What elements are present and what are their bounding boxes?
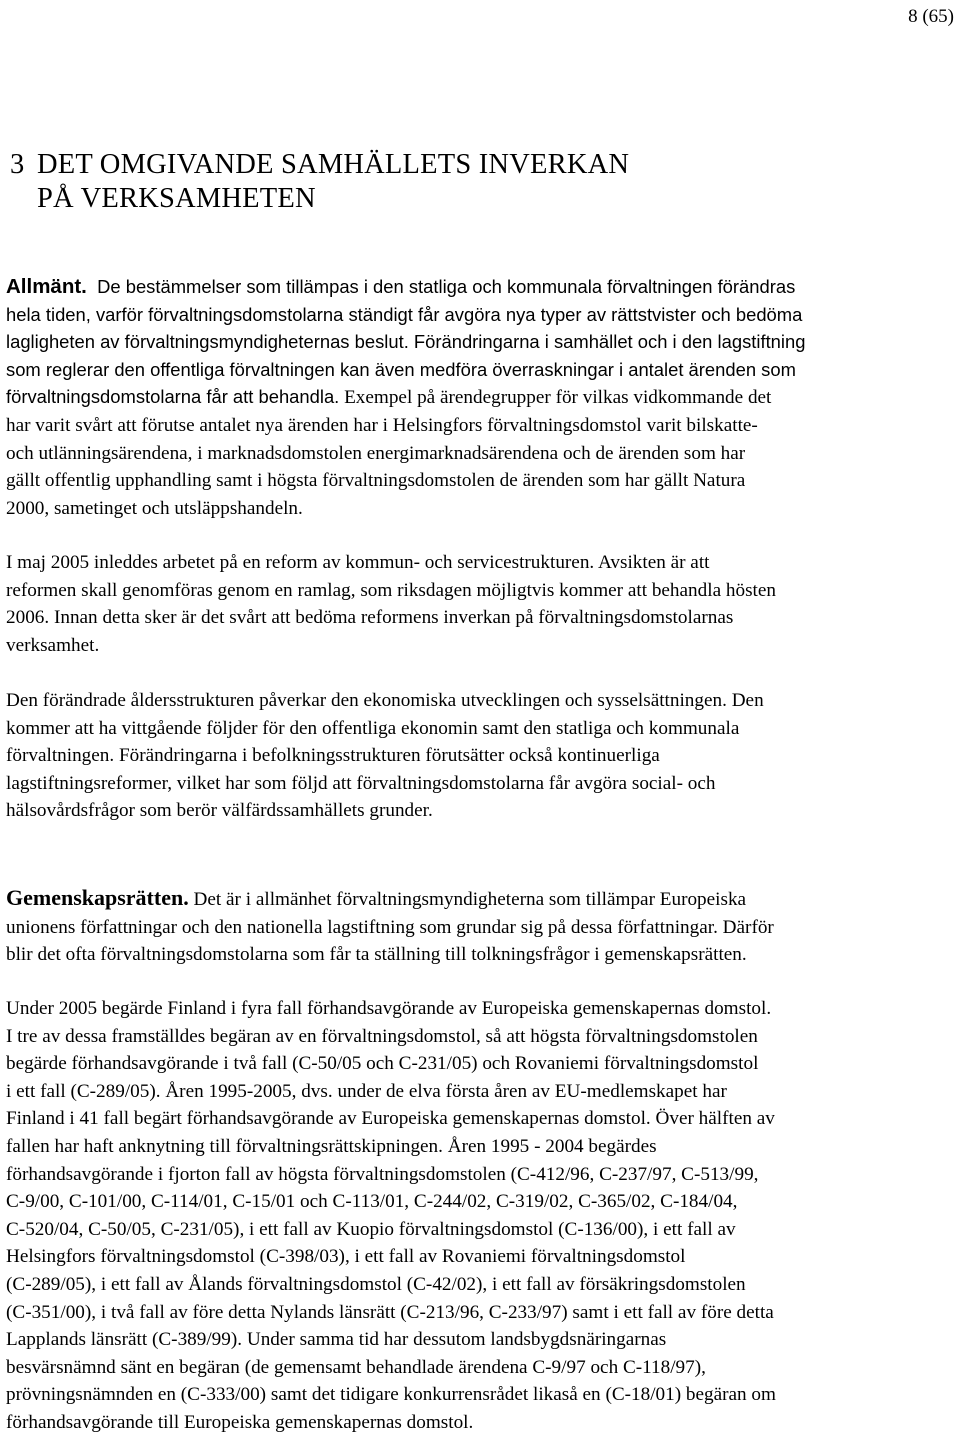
paragraph-forhandsavgorande <box>6 995 960 1437</box>
paragraph-line: prövningsnämnden en (C-333/00) samt det tidigare konkurrensrådet likaså en (C-18/01) begäran om <box>6 1384 776 1406</box>
paragraph-line: Lapplands länsrätt (C-389/99). Under samma tid har dessutom landsbygdsnäringarnas <box>6 1329 667 1351</box>
paragraph-line: 2000, sametinget och utsläppshandeln. <box>6 497 303 519</box>
paragraph-reform <box>6 549 960 659</box>
paragraph-line: I maj 2005 inleddes arbetet på en reform av kommun- och servicestrukturen. Avsikten är att <box>6 552 710 573</box>
paragraph-line <box>6 273 960 301</box>
paragraph-line: verksamhet. <box>6 634 100 656</box>
paragraph-line <box>6 884 960 914</box>
paragraph-aldersstruktur <box>6 687 960 825</box>
paragraph-line: (C-351/00), i två fall av före detta Nylands länsrätt (C-213/96, C-233/97) samt i ett fall av före detta <box>6 1301 774 1323</box>
paragraph-line: C-520/04, C-50/05, C-231/05), i ett fall av Kuopio förvaltningsdomstol (C-136/00), i ett fall av <box>6 1218 736 1240</box>
paragraph-line: Helsingfors förvaltningsdomstol (C-398/03), i ett fall av Rovaniemi förvaltningsdomstol <box>6 1246 686 1268</box>
section-lead-gemenskapsratten: Gemenskapsrätten. <box>6 885 189 910</box>
text-span: De bestämmelser som tillämpas i den statliga och kommunala förvaltningen förändras <box>97 276 796 297</box>
paragraph-gemenskapsratten <box>6 884 960 969</box>
paragraph-line: (C-289/05), i ett fall av Ålands förvaltningsdomstol (C-42/02), i ett fall av försäkringsdomstolen <box>6 1273 746 1295</box>
paragraph-line <box>6 383 960 412</box>
text-span: Det är i allmänhet förvaltningsmyndigheterna som tillämpar Europeiska <box>193 889 747 910</box>
paragraph-line: begärde förhandsavgörande i två fall (C-50/05 och C-231/05) och Rovaniemi förvaltningsdomstol <box>6 1053 759 1075</box>
text-span: förvaltningsdomstolarna får att behandla. <box>6 386 340 408</box>
paragraph-line: besvärsnämnd sänt en begäran (de gemensamt behandlade ärendena C-9/97 och C-118/97), <box>6 1356 706 1378</box>
paragraph-line: 2006. Innan detta sker är det svårt att bedöma reformens inverkan på förvaltningsdomstolarnas <box>6 607 734 629</box>
paragraph-allmant <box>6 273 960 522</box>
paragraph-line: lagligheten av förvaltningsmyndigheternas beslut. Förändringarna i samhället och i den lagstiftning <box>6 331 806 353</box>
paragraph-line: förvaltningen. Förändringarna i befolkningsstrukturen förutsätter också kontinuerliga <box>6 745 660 767</box>
paragraph-line: I tre av dessa framställdes begäran av en förvaltningsdomstol, så att högsta förvaltningsdomstolen <box>6 1025 758 1047</box>
paragraph-line: C-9/00, C-101/00, C-114/01, C-15/01 och C-113/01, C-244/02, C-319/02, C-365/02, C-184/04, <box>6 1191 738 1213</box>
chapter-title-line-2: PÅ VERKSAMHETEN <box>37 183 316 214</box>
paragraph-line: har varit svårt att förutse antalet nya ärenden har i Helsingfors förvaltningsdomstol varit bilskatte- <box>6 414 758 436</box>
paragraph-line: kommer att ha vittgående följder för den offentliga ekonomin samt den statliga och kommunala <box>6 717 740 739</box>
chapter-heading <box>10 148 629 216</box>
paragraph-line: fallen har haft anknytning till förvaltningsrättskipningen. Åren 1995 - 2004 begärdes <box>6 1135 657 1157</box>
chapter-number: 3 <box>10 149 25 180</box>
paragraph-line: som reglerar den offentliga förvaltningen kan även medföra överraskningar i antalet ärenden som <box>6 358 796 380</box>
page-number: 8 (65) <box>908 6 954 27</box>
paragraph-line: i ett fall (C-289/05). Åren 1995-2005, dvs. under de elva första åren av EU-medlemskapet har <box>6 1080 727 1102</box>
text-span: Exempel på ärendegrupper för vilkas vidkommande det <box>344 387 772 409</box>
paragraph-line: hälsovårdsfrågor som berör välfärdssamhällets grunder. <box>6 800 433 822</box>
paragraph-line: förhandsavgörande i fjorton fall av högsta förvaltningsdomstolen (C-412/96, C-237/97, C-513/99, <box>6 1163 759 1185</box>
paragraph-line: Under 2005 begärde Finland i fyra fall förhandsavgörande av Europeiska gemenskapernas domstol. <box>6 998 772 1019</box>
paragraph-line: gällt offentlig upphandling samt i högsta förvaltningsdomstolen de ärenden som har gällt Natura <box>6 470 746 492</box>
paragraph-line: blir det ofta förvaltningsdomstolarna som får ta ställning till tolkningsfrågor i gemenskapsrätten. <box>6 944 747 966</box>
paragraph-line: förhandsavgörande till Europeiska gemenskapernas domstol. <box>6 1411 474 1433</box>
chapter-title-line-1: DET OMGIVANDE SAMHÄLLETS INVERKAN <box>37 149 630 180</box>
paragraph-line: reformen skall genomföras genom en ramlag, som riksdagen möjligtvis kommer att behandla hösten <box>6 579 776 601</box>
paragraph-line: och utlänningsärendena, i marknadsdomstolen energimarknadsärendena och de ärenden som har <box>6 442 746 464</box>
paragraph-line: Den förändrade åldersstrukturen påverkar den ekonomiska utvecklingen och sysselsättningen. Den <box>6 690 764 711</box>
paragraph-line: unionens författningar och den nationella lagstiftning som grundar sig på dessa författningar. Därför <box>6 916 774 938</box>
section-lead-allmant: Allmänt. <box>6 275 87 298</box>
paragraph-line: hela tiden, varför förvaltningsdomstolarna ständigt får avgöra nya typer av rättstvister och bedöma <box>6 303 803 325</box>
paragraph-line: Finland i 41 fall begärt förhandsavgörande av Europeiska gemenskapernas domstol. Över hälften av <box>6 1108 775 1130</box>
paragraph-line: lagstiftningsreformer, vilket har som följd att förvaltningsdomstolarna får avgöra social- och <box>6 772 716 794</box>
